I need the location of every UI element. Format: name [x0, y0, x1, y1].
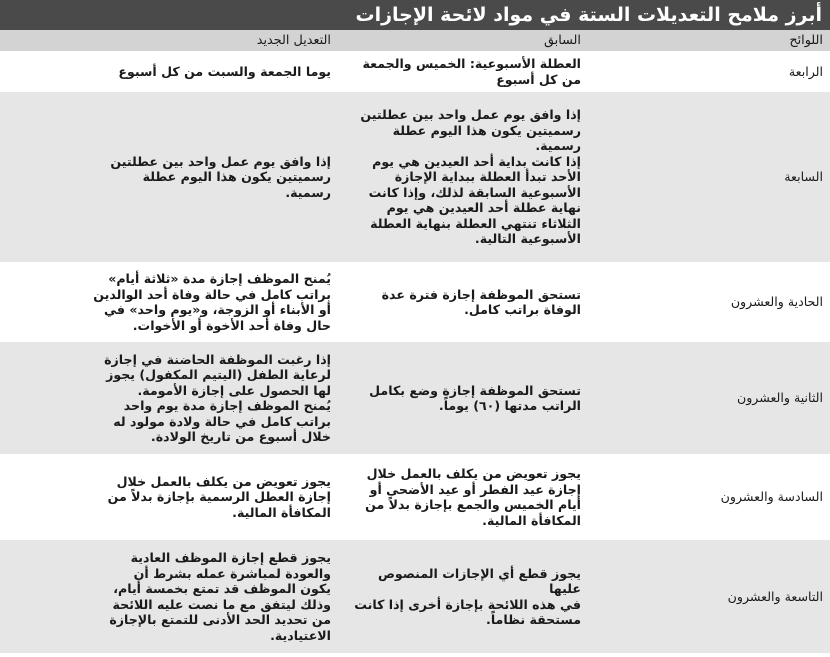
text-line: براتب كامل في حالة ولادة مولود له: [113, 413, 331, 429]
table-header-row: [0, 30, 830, 52]
text-line: لرعاية الطفل (اليتيم المكفول) يجوز: [106, 367, 331, 382]
rule-cell: السادسة والعشرون: [588, 455, 830, 539]
text-line: الأسبوعية التالية.: [474, 231, 581, 247]
previous-cell: [338, 455, 588, 539]
table-row: [0, 52, 830, 91]
text-line: إذا كانت بداية أحد العيدين هي يوم: [372, 153, 581, 169]
text-line: براتب كامل في حالة وفاة أحد الوالدين: [93, 286, 331, 302]
text-line: يجوز قطع أي الإجازات المنصوص عليها: [377, 565, 581, 596]
amendments-table: [0, 30, 830, 655]
rule-cell: الرابعة: [588, 52, 830, 91]
text-line: العطلة الأسبوعية: الخميس والجمعة: [362, 56, 581, 71]
text-line: إجازة عيد الفطر أو عيد الأضحى أو: [369, 481, 581, 497]
text-line: الأسبوعية السابقة لذلك، وإذا كانت: [368, 184, 581, 200]
table-row: [0, 455, 830, 539]
text-line: من تحديد الحد الأدنى للتمتع بالإجازة: [109, 612, 331, 627]
previous-cell: [338, 91, 588, 263]
text-line: يجوز تعويض من يكلف بالعمل خلال: [116, 473, 331, 489]
text-line: المكافأة المالية.: [232, 504, 331, 520]
text-line: رسميتين يكون هذا اليوم عطلة: [392, 122, 581, 138]
text-line: يكون الموظف قد تمتع بخمسة أيام،: [113, 581, 331, 596]
text-line: إذا وافق يوم عمل واحد بين عطلتين: [360, 107, 581, 123]
text-line: يجوز قطع إجازة الموظف العادية: [130, 550, 331, 565]
text-line: خلال أسبوع من تاريخ الولادة.: [150, 429, 331, 444]
text-line: رسمية.: [535, 138, 581, 154]
text-line: يُمنح الموظف إجازة مدة «ثلاثة أيام»: [108, 271, 331, 286]
text-line: يوما الجمعة والسبت من كل أسبوع: [118, 63, 331, 79]
text-line: إجازة العطل الرسمية بإجازة بدلاً من: [107, 489, 331, 505]
rule-cell: التاسعة والعشرون: [588, 539, 830, 654]
text-line: الوفاة براتب كامل.: [464, 302, 581, 317]
table-row: [0, 341, 830, 455]
text-line: تستحق الموظفة إجازة وضع بكامل: [369, 382, 581, 398]
text-line: رسميتين يكون هذا اليوم عطلة: [142, 169, 331, 185]
text-line: الثلاثاء تنتهي العطلة بنهاية العطلة: [370, 215, 581, 231]
text-line: في هذه اللائحة بإجازة أخرى إذا كانت: [354, 596, 581, 612]
rule-cell: الحادية والعشرون: [588, 263, 830, 341]
text-line: وذلك ليتفق مع ما نصت عليه اللائحة: [112, 596, 331, 612]
previous-cell: [338, 52, 588, 91]
header-new: التعديل الجديد: [0, 30, 338, 52]
new-cell: [0, 341, 338, 455]
text-line: تستحق الموظفة إجازة فترة عدة: [381, 286, 581, 302]
text-line: يُمنح الموظف إجازة مدة يوم واحد: [123, 398, 331, 413]
table-row: [0, 91, 830, 263]
text-line: إذا رغبت الموظفة الحاضنة في إجازة: [104, 351, 331, 367]
infographic-title: أبرز ملامح التعديلات الستة في مواد لائحة الإجازات: [0, 0, 830, 30]
new-cell: [0, 539, 338, 654]
text-line: يجوز تعويض من يكلف بالعمل خلال: [366, 466, 581, 481]
text-line: أيام الخميس والجمع بإجازة بدلاً من: [365, 497, 581, 512]
previous-cell: [338, 341, 588, 455]
new-cell: [0, 52, 338, 91]
previous-cell: [338, 539, 588, 654]
text-line: نهاية عطلة أحد العيدين هي يوم: [386, 200, 581, 216]
previous-cell: [338, 263, 588, 341]
text-line: الاعتيادية.: [270, 627, 331, 643]
new-cell: [0, 455, 338, 539]
text-line: مستحقة نظاماً.: [486, 612, 581, 627]
rule-cell: السابعة: [588, 91, 830, 263]
text-line: إذا وافق يوم عمل واحد بين عطلتين: [110, 153, 331, 169]
new-cell: [0, 263, 338, 341]
text-line: حال وفاة أحد الأخوة أو الأخوات.: [132, 317, 331, 333]
header-rules: اللوائح: [588, 30, 830, 52]
text-line: رسمية.: [285, 184, 331, 200]
new-cell: [0, 91, 338, 263]
text-line: الأحد تبدأ العطلة ببداية الإجازة: [394, 169, 581, 185]
text-line: والعودة لمباشرة عمله بشرط أن: [133, 565, 331, 581]
table-row: [0, 263, 830, 341]
header-previous: السابق: [338, 30, 588, 52]
rule-cell: الثانية والعشرون: [588, 341, 830, 455]
text-line: الراتب مدتها (٦٠) يوماً.: [438, 398, 581, 413]
text-line: المكافأة المالية.: [482, 512, 581, 528]
text-line: من كل أسبوع: [496, 71, 581, 87]
table-row: [0, 539, 830, 654]
text-line: أو الأبناء أو الزوجة، و«يوم واحد» في: [104, 302, 331, 317]
text-line: لها الحصول على إجازة الأمومة.: [137, 382, 331, 398]
